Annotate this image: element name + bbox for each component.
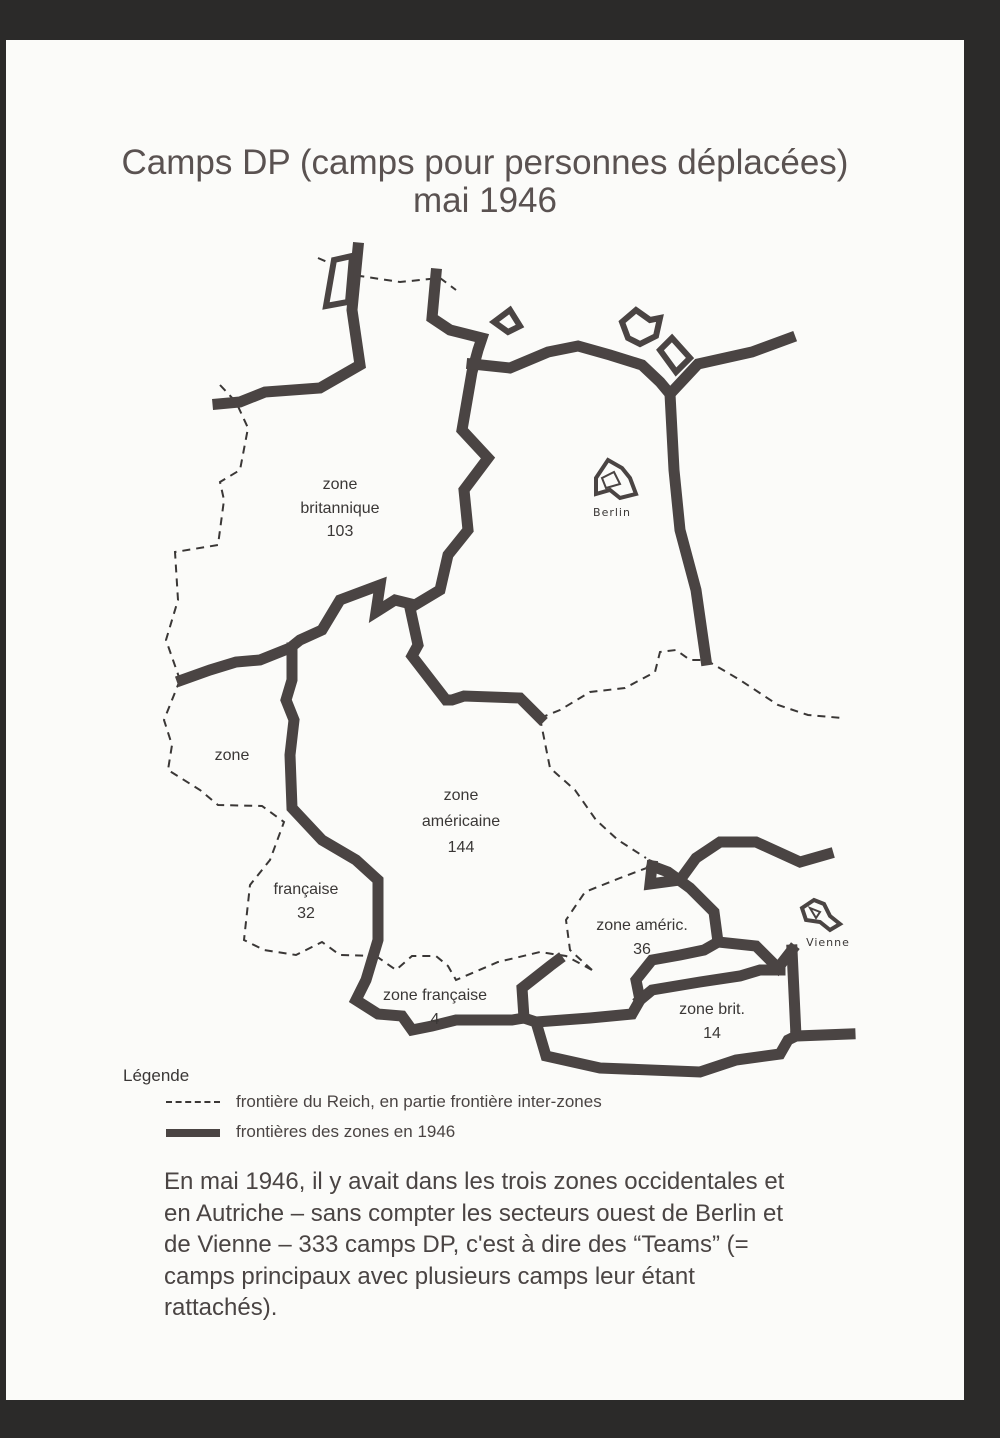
legend-reich-label: frontière du Reich, en partie frontière inter-zones <box>236 1092 602 1111</box>
zone-francaise-count: 32 <box>297 905 315 922</box>
berlin-marker <box>596 460 636 498</box>
zone-francaise-austria-label: zone française <box>382 987 488 1004</box>
enclaves <box>326 256 690 372</box>
document-page <box>6 40 964 1400</box>
zone-brit-austria-label: zone brit. <box>679 1001 745 1018</box>
island-usedom <box>660 338 690 372</box>
island-ruegen <box>622 310 660 344</box>
legend-zone-label: frontières des zones en 1946 <box>236 1122 456 1141</box>
zone-border-solid <box>182 248 850 1072</box>
vienna-marker <box>802 900 840 930</box>
zone-britannique-count: 103 <box>326 523 354 540</box>
island-sylt <box>326 256 352 306</box>
berlin-label: Berlin <box>593 506 631 519</box>
zone-americaine-count: 144 <box>447 839 475 856</box>
zone-americ-austria-label: zone améric. <box>596 917 688 934</box>
page-title: Camps DP (camps pour personnes déplacées) <box>121 143 849 182</box>
zone-americ-austria-count: 36 <box>633 941 651 958</box>
zone-britannique-label2: britannique <box>300 500 380 517</box>
legend-title: Légende <box>123 1066 190 1085</box>
page-subtitle: mai 1946 <box>413 181 557 220</box>
island-fehmarn <box>494 310 520 332</box>
zone-brit-austria-count: 14 <box>703 1025 721 1042</box>
vienne-label: Vienne <box>806 936 850 949</box>
zone-francaise-austria-count: 4 <box>430 1011 440 1028</box>
zone-francaise-label: française <box>273 881 339 898</box>
dashed-line-symbol <box>166 1101 220 1103</box>
zone-americaine-label2: américaine <box>421 813 501 830</box>
solid-line-symbol <box>166 1129 220 1137</box>
zone-britannique-label1: zone <box>322 476 358 493</box>
caption-paragraph: En mai 1946, il y avait dans les trois zones occidentales et en Autriche – sans compter les secteurs ouest de Berlin et de Vienne – 333 camps DP, c'est à dire des “Teams” (= camps principaux avec plusieurs camps leur étant rattachés). <box>164 1168 785 1321</box>
zone-francaise-north-label: zone <box>214 747 250 764</box>
zone-americaine-label1: zone <box>443 787 479 804</box>
